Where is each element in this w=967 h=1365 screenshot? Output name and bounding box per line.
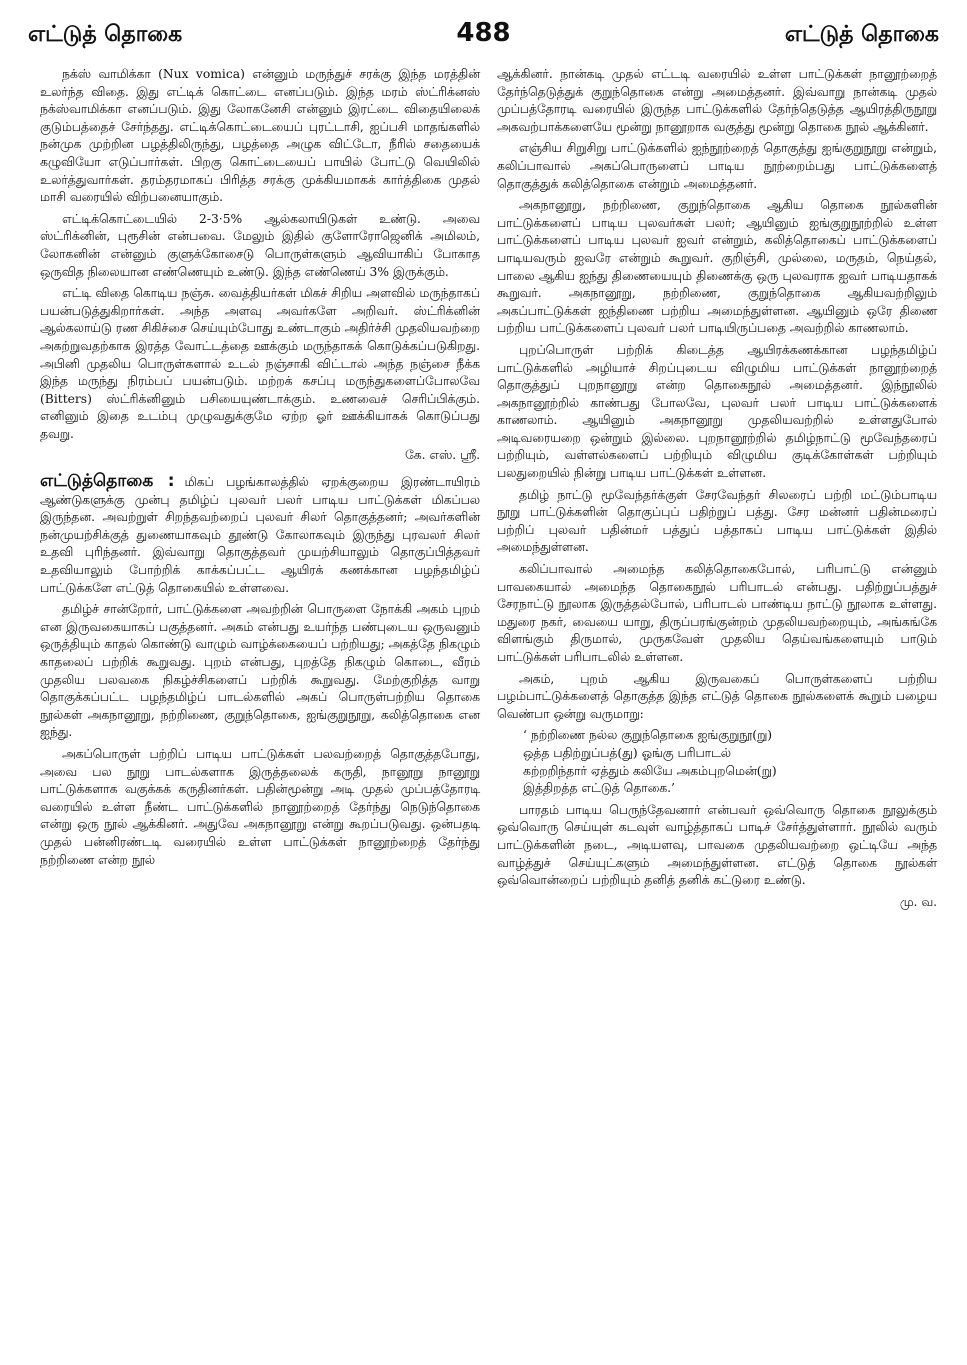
paragraph-text: மிகப் பழங்காலத்தில் ஏறக்குறைய இரண்டாயிரம் ஆண்டுகளுக்கு முன்பு தமிழ்ப் புலவர் பலர் பாடிய பாட்டுக்கள் மிகப்பல இருந்தன. அவற்றுள் சிறந்தவற்றைப் புலவர் சிலர் தொகுத்தனர்; அவர்களின் நன்முயற்சிக்குத் துணையாகவும் தூண்டு கோலாகவும் இருந்து புரவலர் சிலர் உதவி புரிந்தனர். இவ்வாறு தொகுத்தவர் முயற்சியாலும் தொகுப்பித்தவர் உதவியாலும் போற்றிக் காக்கப்பட்ட ஆயிரக் கணக்கான பழந்தமிழ்ப் பாட்டுக்களே எட்டுத் தொகையில் உள்ளவை.	[40, 475, 480, 595]
paragraph: பாரதம் பாடிய பெருந்தேவனார் என்பவர் ஒவ்வொரு தொகை நூலுக்கும் ஒவ்வொரு செய்யுள் கடவுள் வாழ்த்தாகப் பாடிச் சேர்த்துள்ளார். நூலில் வரும் பாட்டுக்களின் நடை, அடியளவு, பாவகை முதலியவற்றை ஒட்டியே அந்த வாழ்த்துச் செய்யுட்களும் அமைந்துள்ளன. எட்டுத் தொகை நூல்கள் ஒவ்வொன்றைப் பற்றியும் தனித் தனிக் கட்டுரை உண்டு.	[497, 802, 937, 888]
paragraph: அகப்பொருள் பற்றிப் பாடிய பாட்டுக்கள் பலவற்றைத் தொகுத்தபோது, அவை பல நூறு பாடல்களாக இருத்தலைக் கருதி, நானூறு நானூறு பாட்டுக்களாக வகுக்கக் கருதினர்கள். பதின்மூன்று அடி முதல் முப்பத்தோரடி வரையில் உள்ள நீண்ட பாட்டுக்களில் நானூற்றைத் தேர்ந்து நெடுந்தொகை என்று ஒரு நூல் ஆக்கினர். அதுவே அகநானூறு என்று கூறப்படுவது. ஒன்பதடி முதல் பன்னிரண்டடி வரையில் உள்ள பாட்டுக்கள் நானூற்றைத் தேர்ந்து நற்றிணை என்ற நூல்	[40, 746, 480, 867]
venba-verse	[523, 727, 937, 797]
page-header	[28, 18, 939, 62]
paragraph: அகம், புறம் ஆகிய இருவகைப் பொருள்களைப் பற்றிய பழம்பாட்டுக்களைத் தொகுத்த இந்த எட்டுத் தொகை நூல்களைக் கூறும் பழைய வெண்பா ஒன்று வருமாறு:	[497, 671, 937, 721]
paragraph: தமிழ்ச் சான்றோர், பாட்டுக்களை அவற்றின் பொருளை நோக்கி அகம் புறம் என இருவகையாகப் பகுத்தனர். அகம் என்பது உயர்ந்த பண்புடைய ஒருவனும் ஒருத்தியும் காதல் கொண்டு வாழும் வாழ்க்கையைப் பற்றியது; அகத்தே நிகழும் காதலைப் பற்றிக் கூறுவது. புறம் என்பது, புறத்தே நிகழும் கொடை, வீரம் முதலிய பலவகை நிகழ்ச்சிகளைப் பற்றிக் கூறுவது. மேற்குறித்த வாறு தொகுக்கப்பட்ட பழந்தமிழ்ப் பாடல்களில் அகப் பொருள்பற்றிய தொகை நூல்கள் அகநானூறு, நற்றிணை, குறுந்தொகை, ஐங்குறுநூறு, கலித்தொகை என ஐந்து.	[40, 602, 480, 740]
paragraph: எட்டி விதை கொடிய நஞ்சு. வைத்தியர்கள் மிகச் சிறிய அளவில் மருந்தாகப் பயன்படுத்துகிறார்கள். அந்த அளவு அவர்களே அறிவர். ஸ்ட்ரிக்னின் ஆல்கலாய்டு ரண சிகிச்சை செய்யும்போது உண்டாகும் அதிர்ச்சி முதலியவற்றை அகற்றுவதற்காக இரத்த வோட்டத்தை ஊக்கும் மருந்தாகக் கொடுக்கப்படுகிறது. அபினி முதலிய பொருள்களால் உடல் நஞ்சாகி விட்டால் அந்த நஞ்சை நீக்க இந்த மருந்து நிரம்பப் பயன்படும். மற்றக் கசப்பு மருந்துகளைப்போலவே (Bitters) ஸ்ட்ரிக்னினும் பசியையுண்டாக்கும். உணவைச் செரிப்பிக்கும். எனினும் இதை உடம்பு முழுவதுக்குமே ஏற்ற ஓர் ஊக்கியாகக் கொடுப்பது தவறு.	[40, 286, 480, 441]
right-column	[497, 66, 937, 919]
author-signature: மு. வ.	[899, 894, 937, 909]
paragraph: கலிப்பாவால் அமைந்த கலித்தொகைபோல், பரிபாட்டு என்னும் பாவகையால் அமைந்த தொகைநூல் பரிபாடல் என்பது. பதிற்றுப்பத்துச் சேரநாட்டு நூலாக இருத்தல்போல், பரிபாடல் பாண்டிய நாட்டு நூலாக உள்ளது. மதுரை நகர், வையை யாறு, திருப்பரங்குன்றம் முதலியவற்றையும், அங்கங்கே விளங்கும் திருமால், முருகவேள் முதலிய தெய்வங்களையும் பாடும் பாட்டுக்கள் பரிபாடலில் உள்ளன.	[497, 562, 937, 664]
verse-line: இத்திறத்த எட்டுத் தொகை.’	[523, 781, 675, 796]
verse-line: ஒத்த பதிற்றுப்பத்(து) ஓங்கு பரிபாடல்	[523, 745, 732, 760]
paragraph: தமிழ் நாட்டு மூவேந்தர்க்குள் சேரவேந்தர் சிலரைப் பற்றி மட்டும்பாடிய நூறு பாட்டுக்களின் தொகுப்புப் பதிற்றுப் பத்து. சேர மன்னர் பதின்மரைப் பற்றிப் புலவர் பதின்மர் பத்துப் பத்தாகப் பாடிய பாட்டுக்கள் இதில் அமைந்துள்ளன.	[497, 487, 937, 555]
page-number: 488	[456, 18, 511, 48]
paragraph: நக்ஸ் வாமிக்கா (Nux vomica) என்னும் மருந்துச் சரக்கு இந்த மரத்தின் உலர்ந்த விதை. இது எட்டிக் கொட்டை எனப்படும். இந்த மரம் ஸ்ட்ரிக்னஸ் நக்ஸ்வாமிக்கா எனப்படும். இது லோகனேசி என்னும் இரட்டை விதையிலைக் குடும்பத்தைச் சேர்ந்தது. எட்டிக்கொட்டையைப் புரட்டாசி, ஐப்பசி மாதங்களில் நன்முக முற்றின பழத்திலிருந்து, பழத்தை அழுக விட்டோ, நீரில் சதையைக் கழுவியோ எடுப்பார்கள். பிறகு கொட்டையைப் பாயில் போட்டு வெயிலில் உலர்த்துவார்கள். தரம்தரமாகப் பிரித்த சரக்கு முக்கியமாகக் கார்த்திகை முதல் மாசி வரையில் விற்பனையாகும்.	[40, 67, 480, 205]
section-intro-paragraph	[40, 473, 480, 597]
paragraph: அகநானூறு, நற்றிணை, குறுந்தொகை ஆகிய தொகை நூல்களின் பாட்டுக்களைப் பாடிய புலவர்கள் பலர்; ஆயினும் ஐங்குறுநூற்றில் உள்ள பாட்டுக்களைப் பாடிய புலவர் ஐவர் என்றும், கலித்தொகைப் பாட்டுக்களைப் பாடியவரும் ஐவரே என்றும் கூறுவர். குறிஞ்சி, முல்லை, மருதம், நெய்தல், பாலை ஆகிய ஐந்து திணையையும் திணைக்கு ஒரு புலவராக ஐவர் பாடியதாகக் கூறுவர். அகநானூறு, நற்றிணை, குறுந்தொகை ஆகியவற்றிலும் அகப்பாட்டுக்கள் ஐந்திணை பற்றிய அமைந்துள்ளன. ஆயினும் ஒரே திணை பற்றிய பாட்டுக்களைப் புலவர் பலர் பாடியிருப்பதை அவற்றில் காணலாம்.	[497, 198, 937, 336]
left-column	[40, 66, 480, 873]
running-title-right: எட்டுத் தொகை	[784, 22, 939, 47]
verse-line: கற்றறிந்தார் ஏத்தும் கலியே அகம்புறமென்(று)	[523, 763, 777, 778]
paragraph: எட்டிக்கொட்டையில் 2-3·5% ஆல்கலாயிடுகள் உண்டு. அவை ஸ்ட்ரிக்னின், புரூசின் என்பவை. மேலும் இதில் குளோரோஜெனிக் அமிலம், லோகனின் என்னும் குளுக்கோசைடு பொருள்களும் ஆவியாகிப் போகாத ஒருவித நிலையான எண்ணெயும் உண்டு. இந்த எண்ணெய் 3% இருக்கும்.	[40, 211, 480, 279]
section-title: எட்டுத்தொகை :	[40, 471, 175, 492]
author-signature: கே. எஸ். ஸ்ரீ.	[405, 448, 480, 463]
verse-line: ‘ நற்றிணை நல்ல குறுந்தொகை ஐங்குறுநூ(று)	[523, 728, 773, 743]
running-title-left: எட்டுத் தொகை	[28, 22, 183, 47]
paragraph: ஆக்கினர். நான்கடி முதல் எட்டடி வரையில் உள்ள பாட்டுக்கள் நானூற்றைத் தேர்ந்தெடுத்துக் குறுந்தொகை என்று அமைத்தனர். இவ்வாறு நான்கடி முதல் முப்பத்தோரடி வரையில் இருந்த பாட்டுக்களில் தேர்ந்தெடுத்த ஆயிரத்திருநூறு அகவற்பாக்களையே மூன்று நானூறாக வகுத்து மூன்று தொகை நூல் ஆக்கினர்.	[497, 67, 937, 134]
paragraph: எஞ்சிய சிறுசிறு பாட்டுக்களில் ஐந்நூற்றைத் தொகுத்து ஐங்குறுநூறு என்றும், கலிப்பாவால் அகப்பொருளைப் பாடிய நூற்றைம்பது பாட்டுக்களைத் தொகுத்துக் கலித்தொகை என்றும் அமைத்தனர்.	[497, 141, 937, 191]
paragraph: புறப்பொருள் பற்றிக் கிடைத்த ஆயிரக்கணக்கான பழந்தமிழ்ப் பாட்டுக்களில் அழியாச் சிறப்புடைய விழுமிய பாட்டுக்கள் நானூற்றைத் தொகுத்துப் புறநானூறு என்ற தொகைநூல் அமைத்தனர். இந்நூலில் அகநானூற்றில் காண்பது போலவே, புலவர் பலர் பாடிய பாட்டுக்களைக் காணலாம். ஆயினும் அகநானூறு முதலியவற்றில் உள்ளதுபோல் அடிவரையறை ஒன்றும் இல்லை. புறநானூற்றில் தமிழ்நாட்டு மூவேந்தரைப் பற்றியும், வள்ளல்களைப் பற்றியும் விழுமிய குடிக்கோள்கள் பற்றியும் பலதுறையில் நின்று பாடிய பாட்டுக்கள் உள்ளன.	[497, 342, 937, 481]
